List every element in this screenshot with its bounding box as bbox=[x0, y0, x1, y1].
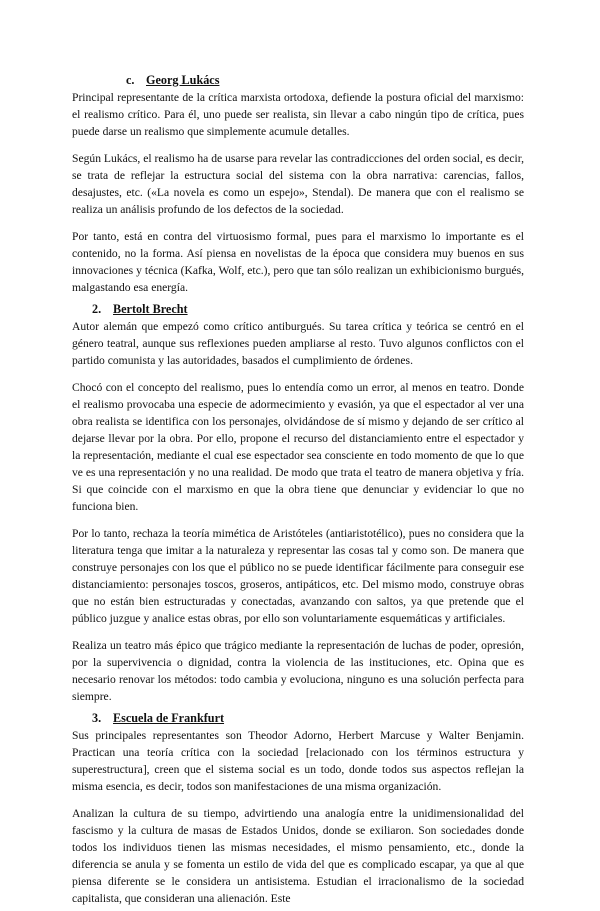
paragraph: Por tanto, está en contra del virtuosismo formal, pues para el marxismo lo importante es el contenido, no la forma. Así piensa en novelistas de la época que considera muy buenos en sus innovaciones y técnica (Kafka, Wolf, etc.), pero que tan sólo realizan un exhibicionismo burgués, malgastando esa energía. bbox=[72, 230, 524, 294]
paragraph: Analizan la cultura de su tiempo, advirtiendo una analogía entre la unidimensionalidad del fascismo y la cultura de masas de Estados Unidos, donde se exiliaron. Son sociedades donde todos los individuos tienen las mismas necesidades, el mismo pensamiento, etc., donde la diferencia se anula y se fomenta un estilo de vida del que es complicado escapar, ya que al que piensa diferente se le considera un antisistema. Estudian el irracionalismo de la sociedad capitalista, que consideran una alienación. Este bbox=[72, 807, 524, 905]
paragraph: Por lo tanto, rechaza la teoría mimética de Aristóteles (antiaristotélico), pues no considera que la literatura tenga que imitar a la naturaleza y representar las cosas tal y como son. De manera que construye personajes con los que el público no se puede identificar fácilmente para conseguir ese distanciamiento: personajes toscos, groseros, antipáticos, etc. Del mismo modo, construye obras que no están bien estructuradas y conectadas, avanzando con saltos, ya que pretende que el público juzgue y analice estas obras, por ello son voluntariamente esquemáticas y artificiales. bbox=[72, 527, 524, 625]
section-number: c. bbox=[126, 73, 135, 87]
section-heading bbox=[72, 301, 524, 318]
paragraph: Principal representante de la crítica marxista ortodoxa, defiende la postura oficial del marxismo: el realismo crítico. Para él, uno puede ser realista, sin llevar a cabo ningún tipo de crítica, pues puede darse un realismo que simplemente acumule detalles. bbox=[72, 91, 524, 138]
paragraph: Autor alemán que empezó como crítico antiburgués. Su tarea crítica y teórica se centró en el género teatral, aunque sus reflexiones pueden ampliarse al resto. Tuvo algunos conflictos con el partido comunista y las autoridades, basados el cumplimiento de órdenes. bbox=[72, 320, 524, 367]
paragraph: Sus principales representantes son Theodor Adorno, Herbert Marcuse y Walter Benjamin. Practican una teoría crítica con la sociedad [relacionado con los términos estructura y superestructura], creen que el sistema social es un todo, donde todos sus aspectos reflejan la misma esencia, es decir, todos son manifestaciones de una misma organización. bbox=[72, 729, 524, 793]
section-heading bbox=[72, 710, 524, 727]
section-bertolt-brecht bbox=[72, 301, 524, 705]
paragraph: Chocó con el concepto del realismo, pues lo entendía como un error, al menos en teatro. Donde el realismo provocaba una especie de adormecimiento y evasión, ya que el espectador al ver una obra realista se identifica con los personajes, olvidándose de sí mismo y dejando de ser crítico al dejarse llevar por la obra. Por ello, propone el recurso del distanciamiento entre el espectador y la representación, mediante el cual ese espectador sea consciente en todo momento de que lo que ve es una representación y no una realidad. De modo que trata el teatro de manera objetiva y fría. Si que coincide con el marxismo en que la obra tiene que denunciar y evidenciar lo que no funciona bien. bbox=[72, 381, 524, 513]
section-number: 3. bbox=[92, 711, 102, 725]
section-number: 2. bbox=[92, 302, 102, 316]
section-escuela-de-frankfurt bbox=[72, 710, 524, 907]
section-title: Escuela de Frankfurt bbox=[113, 711, 225, 725]
section-georg-lukacs bbox=[72, 72, 524, 296]
paragraph: Realiza un teatro más épico que trágico mediante la representación de luchas de poder, opresión, por la supervivencia o dignidad, contra la violencia de las instituciones, etc. Opina que es necesario renovar los métodos: todo cambia y evoluciona, ninguno es una solución perfecta para siempre. bbox=[72, 639, 524, 703]
section-title: Bertolt Brecht bbox=[113, 302, 188, 316]
document-body bbox=[72, 72, 524, 911]
paragraph: Según Lukács, el realismo ha de usarse para revelar las contradicciones del orden social, es decir, se trata de reflejar la estructura social del sistema con la obra narrativa: carencias, fallos, desajustes, etc. («La novela es como un espejo», Stendal). De manera que con el realismo se realiza un análisis profundo de los defectos de la sociedad. bbox=[72, 152, 524, 216]
section-heading bbox=[72, 72, 524, 89]
section-title: Georg Lukács bbox=[146, 73, 220, 87]
